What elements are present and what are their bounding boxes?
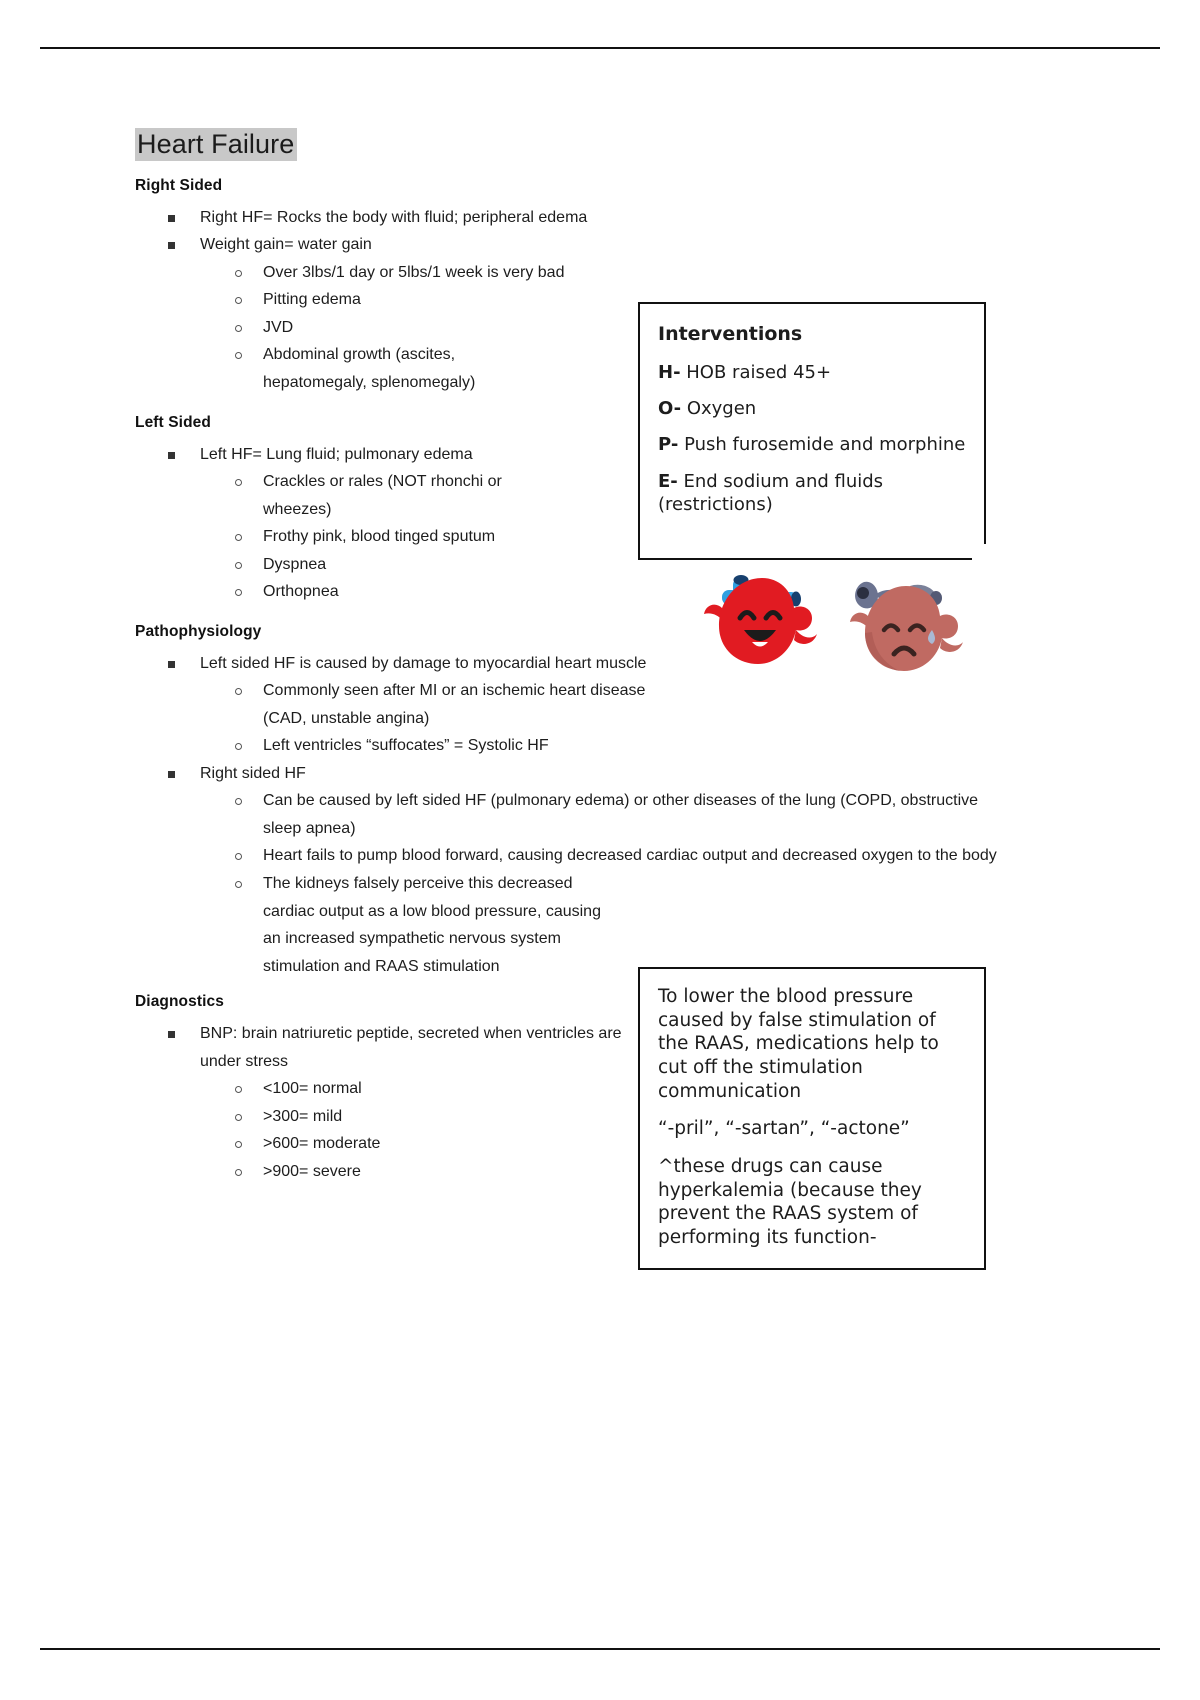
circle-bullet-icon — [235, 881, 242, 888]
square-bullet-icon — [168, 771, 175, 778]
list-item-text: Pitting edema — [263, 291, 361, 309]
sad-failing-heart-icon — [850, 582, 963, 671]
intervention-line-o — [658, 397, 966, 420]
page-bottom-rule — [40, 1648, 1160, 1650]
intervention-key: P- — [658, 434, 679, 456]
list-item-text: <100= normal — [263, 1080, 362, 1098]
list-item-text: Left sided HF is caused by damage to myocardial heart muscle — [200, 654, 647, 672]
intervention-text: End sodium and fluids (restrictions) — [658, 470, 884, 516]
intervention-key: E- — [658, 470, 678, 492]
circle-bullet-icon — [235, 297, 242, 304]
list-item-text: Over 3lbs/1 day or 5lbs/1 week is very bad — [263, 263, 565, 281]
heart-illustration-group — [700, 568, 990, 698]
healthy-happy-heart-icon — [704, 575, 817, 664]
circle-bullet-icon — [235, 325, 242, 332]
circle-bullet-icon — [235, 688, 242, 695]
intervention-text: HOB raised 45+ — [680, 361, 832, 383]
interventions-callout-box — [638, 302, 986, 560]
list-item-text: Right sided HF — [200, 764, 306, 782]
list-pathophysiology — [135, 650, 1015, 980]
page-title-highlight: Heart Failure — [135, 128, 297, 161]
list-item-text: Heart fails to pump blood forward, causing decreased cardiac output and decreased oxygen to the body — [263, 847, 997, 865]
intervention-key: O- — [658, 398, 682, 420]
list-item-text: BNP: brain natriuretic peptide, secreted when ventricles are under stress — [200, 1025, 622, 1070]
list-item-text: Can be caused by left sided HF (pulmonary edema) or other diseases of the lung (COPD, obstructive sleep apnea) — [263, 792, 979, 837]
list-item-text: Orthopnea — [263, 583, 339, 601]
circle-bullet-icon — [235, 479, 242, 486]
list-item-text: Weight gain= water gain — [200, 236, 372, 254]
section-heading-right-sided: Right Sided — [135, 176, 223, 194]
circle-bullet-icon — [235, 743, 242, 750]
hearts-svg — [700, 568, 990, 698]
intervention-line-p — [658, 433, 966, 456]
section-heading-left-sided: Left Sided — [135, 413, 211, 431]
circle-bullet-icon — [235, 1114, 242, 1121]
list-item-text: Left ventricles “suffocates” = Systolic HF — [263, 737, 549, 755]
circle-bullet-icon — [235, 562, 242, 569]
circle-bullet-icon — [235, 853, 242, 860]
circle-bullet-icon — [235, 1086, 242, 1093]
list-item-text: Crackles or rales (NOT rhonchi or wheezes) — [263, 473, 502, 518]
circle-bullet-icon — [235, 798, 242, 805]
intervention-line-h — [658, 361, 966, 384]
square-bullet-icon — [168, 661, 175, 668]
list-item — [200, 732, 1015, 760]
intervention-text: Push furosemide and morphine — [678, 434, 966, 456]
list-item — [200, 870, 1015, 980]
section-heading-diagnostics: Diagnostics — [135, 993, 224, 1011]
list-item — [200, 787, 1015, 842]
raas-paragraph-1: To lower the blood pressure caused by false stimulation of the RAAS, medications help to cut off the stimulation communication — [658, 986, 939, 1102]
raas-paragraph-3: ^these drugs can cause hyperkalemia (because they prevent the RAAS system of performing its function- — [658, 1156, 922, 1249]
list-item-text: Dyspnea — [263, 555, 327, 573]
intervention-key: H- — [658, 361, 681, 383]
square-bullet-icon — [168, 215, 175, 222]
list-item-text: Frothy pink, blood tinged sputum — [263, 528, 496, 546]
list-item — [200, 842, 1015, 870]
list-item-text: JVD — [263, 318, 294, 336]
circle-bullet-icon — [235, 352, 242, 359]
list-item — [135, 760, 1015, 980]
list-item-text: Abdominal growth (ascites, hepatomegaly, splenomegaly) — [263, 346, 476, 391]
list-item-text: >300= mild — [263, 1107, 343, 1125]
square-bullet-icon — [168, 242, 175, 249]
sublist — [200, 787, 1015, 980]
circle-bullet-icon — [235, 270, 242, 277]
page-top-rule — [40, 47, 1160, 49]
list-item-text: >900= severe — [263, 1162, 361, 1180]
list-item-text: >600= moderate — [263, 1135, 381, 1153]
circle-bullet-icon — [235, 534, 242, 541]
circle-bullet-icon — [235, 589, 242, 596]
raas-medications-callout-box — [638, 967, 986, 1270]
list-item — [135, 204, 1015, 232]
list-item-text: The kidneys falsely perceive this decreased cardiac output as a low blood pressure, causing an increased sympathetic nervous system stimulation and RAAS stimulation — [263, 875, 601, 975]
list-item-text: Commonly seen after MI or an ischemic heart disease (CAD, unstable angina) — [263, 682, 646, 727]
square-bullet-icon — [168, 1031, 175, 1038]
intervention-text: Oxygen — [681, 398, 757, 420]
raas-paragraph-2: “-pril”, “-sartan”, “-actone” — [658, 1118, 910, 1140]
circle-bullet-icon — [235, 1169, 242, 1176]
list-item — [200, 259, 1015, 287]
list-item-text: Right HF= Rocks the body with fluid; peripheral edema — [200, 208, 588, 226]
section-heading-pathophysiology: Pathophysiology — [135, 622, 262, 640]
circle-bullet-icon — [235, 1141, 242, 1148]
intervention-line-e — [658, 470, 966, 517]
square-bullet-icon — [168, 452, 175, 459]
list-item-text: Left HF= Lung fluid; pulmonary edema — [200, 445, 473, 463]
interventions-heading: Interventions — [658, 323, 803, 345]
page-title — [135, 128, 297, 162]
